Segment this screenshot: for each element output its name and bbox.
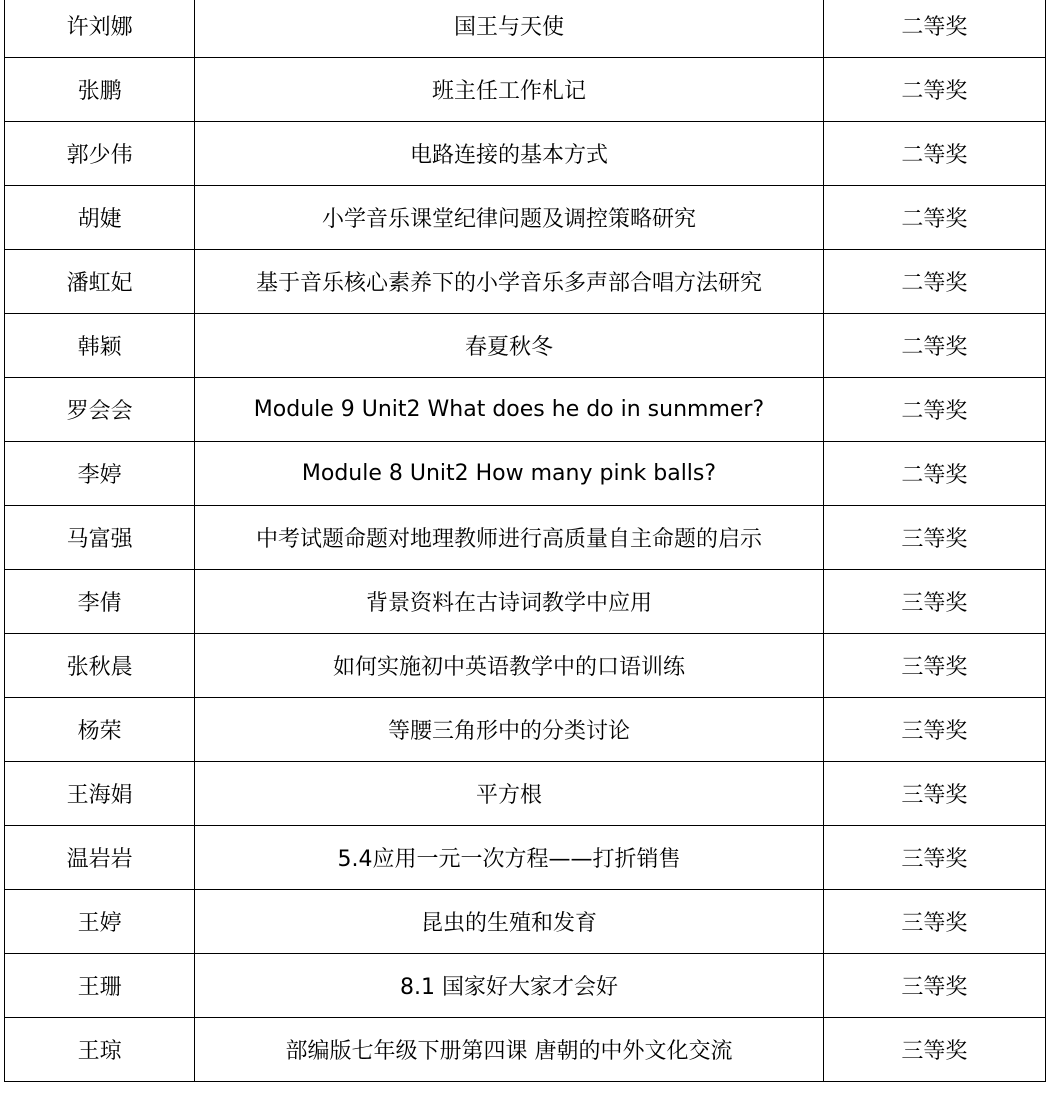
table-row bbox=[5, 58, 1046, 122]
entry-title: 小学音乐课堂纪律问题及调控策略研究 bbox=[195, 186, 824, 250]
entry-title: 平方根 bbox=[195, 762, 824, 826]
entry-title: 部编版七年级下册第四课 唐朝的中外文化交流 bbox=[195, 1018, 824, 1082]
award-level: 三等奖 bbox=[823, 634, 1045, 698]
entry-title: 中考试题命题对地理教师进行高质量自主命题的启示 bbox=[195, 506, 824, 570]
table-row bbox=[5, 634, 1046, 698]
winner-name: 王海娟 bbox=[5, 762, 195, 826]
entry-title: Module 9 Unit2 What does he do in sunmmer? bbox=[195, 378, 824, 442]
award-table-body bbox=[5, 0, 1046, 1082]
award-table bbox=[4, 0, 1046, 1082]
winner-name: 胡婕 bbox=[5, 186, 195, 250]
table-row bbox=[5, 890, 1046, 954]
table-row bbox=[5, 186, 1046, 250]
table-row bbox=[5, 0, 1046, 58]
winner-name: 马富强 bbox=[5, 506, 195, 570]
award-level: 三等奖 bbox=[823, 762, 1045, 826]
table-row bbox=[5, 698, 1046, 762]
award-level: 三等奖 bbox=[823, 570, 1045, 634]
entry-title: 班主任工作札记 bbox=[195, 58, 824, 122]
winner-name: 李婷 bbox=[5, 442, 195, 506]
winner-name: 张秋晨 bbox=[5, 634, 195, 698]
award-level: 二等奖 bbox=[823, 378, 1045, 442]
award-level: 二等奖 bbox=[823, 122, 1045, 186]
award-level: 三等奖 bbox=[823, 826, 1045, 890]
award-level: 三等奖 bbox=[823, 1018, 1045, 1082]
entry-title: 国王与天使 bbox=[195, 0, 824, 58]
award-level: 二等奖 bbox=[823, 0, 1045, 58]
entry-title: 8.1 国家好大家才会好 bbox=[195, 954, 824, 1018]
winner-name: 许刘娜 bbox=[5, 0, 195, 58]
award-level: 二等奖 bbox=[823, 250, 1045, 314]
table-row bbox=[5, 122, 1046, 186]
winner-name: 潘虹妃 bbox=[5, 250, 195, 314]
entry-title: 5.4应用一元一次方程——打折销售 bbox=[195, 826, 824, 890]
award-level: 三等奖 bbox=[823, 698, 1045, 762]
entry-title: 背景资料在古诗词教学中应用 bbox=[195, 570, 824, 634]
table-row bbox=[5, 442, 1046, 506]
entry-title: 如何实施初中英语教学中的口语训练 bbox=[195, 634, 824, 698]
winner-name: 温岩岩 bbox=[5, 826, 195, 890]
entry-title: 春夏秋冬 bbox=[195, 314, 824, 378]
entry-title: 昆虫的生殖和发育 bbox=[195, 890, 824, 954]
winner-name: 张鹏 bbox=[5, 58, 195, 122]
entry-title: Module 8 Unit2 How many pink balls? bbox=[195, 442, 824, 506]
table-row bbox=[5, 378, 1046, 442]
table-row bbox=[5, 506, 1046, 570]
winner-name: 韩颖 bbox=[5, 314, 195, 378]
entry-title: 等腰三角形中的分类讨论 bbox=[195, 698, 824, 762]
table-row bbox=[5, 826, 1046, 890]
award-level: 三等奖 bbox=[823, 506, 1045, 570]
entry-title: 基于音乐核心素养下的小学音乐多声部合唱方法研究 bbox=[195, 250, 824, 314]
winner-name: 李倩 bbox=[5, 570, 195, 634]
winner-name: 王婷 bbox=[5, 890, 195, 954]
winner-name: 王琼 bbox=[5, 1018, 195, 1082]
winner-name: 郭少伟 bbox=[5, 122, 195, 186]
winner-name: 王珊 bbox=[5, 954, 195, 1018]
table-row bbox=[5, 250, 1046, 314]
award-level: 二等奖 bbox=[823, 314, 1045, 378]
table-row bbox=[5, 1018, 1046, 1082]
entry-title: 电路连接的基本方式 bbox=[195, 122, 824, 186]
award-level: 三等奖 bbox=[823, 954, 1045, 1018]
table-row bbox=[5, 314, 1046, 378]
table-row bbox=[5, 570, 1046, 634]
award-level: 二等奖 bbox=[823, 58, 1045, 122]
winner-name: 罗会会 bbox=[5, 378, 195, 442]
award-level: 二等奖 bbox=[823, 186, 1045, 250]
award-level: 三等奖 bbox=[823, 890, 1045, 954]
winner-name: 杨荣 bbox=[5, 698, 195, 762]
table-row bbox=[5, 954, 1046, 1018]
award-level: 二等奖 bbox=[823, 442, 1045, 506]
table-row bbox=[5, 762, 1046, 826]
